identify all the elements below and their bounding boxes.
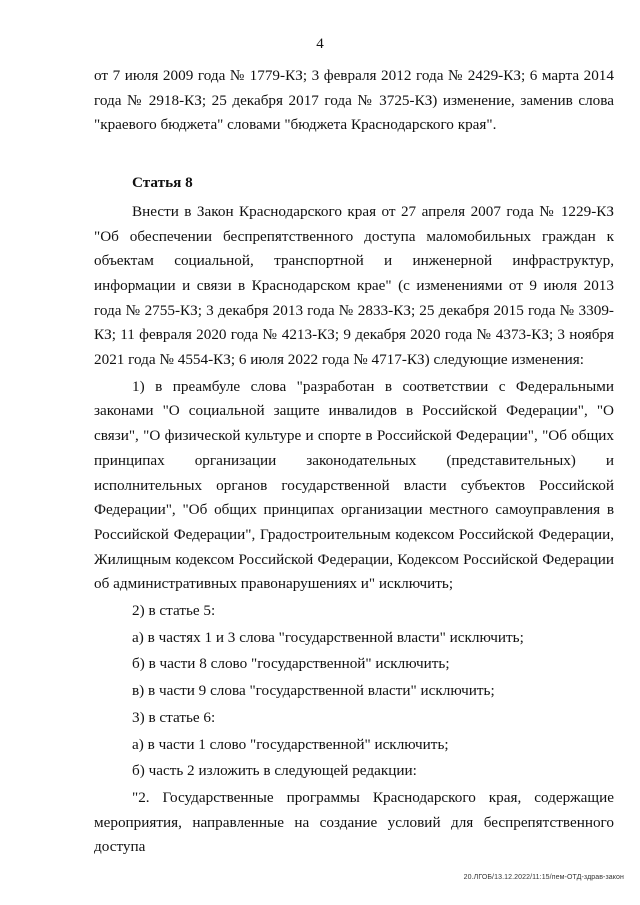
list-item: 2) в статье 5: — [132, 602, 216, 620]
continuation-paragraph: от 7 июля 2009 года № 1779-КЗ; 3 февраля 2012 года № 2429-КЗ; 6 марта 2014 года № 2918-КЗ; 25 декабря 2017 года № 3725-КЗ) изменение, заменив слова "краевого бюджета" словами "бюджета Краснодарского края". — [94, 67, 614, 134]
footer-document-code: 20.ЛГОБ/13.12.2022/11:15/пем-ОТД-здрав-закон — [463, 874, 624, 881]
list-item: 1) в преамбуле слова "разработан в соответствии с Федеральными законами "О социальной защите инвалидов в Российской Федерации", "О связи", "О физической культуре и спорте в Российской Федерации", "Об общих принципах организации законодательных (представительных) и исполнительных органов государственной власти субъектов Российской Федерации", "Об общих принципах организации местного самоуправления в Российской Федерации", Градостроительным кодексом Российской Федерации, Жилищным кодексом Российской Федерации, Кодексом Российской Федерации об административных правонарушениях и" исключить; — [94, 377, 614, 593]
list-item: б) в части 8 слово "государственной" исключить; — [132, 655, 450, 673]
page-number: 4 — [316, 36, 324, 52]
list-item: 3) в статье 6: — [132, 708, 216, 726]
list-item: "2. Государственные программы Краснодарского края, содержащие мероприятия, направленные на создание условий для беспрепятственного доступа — [94, 788, 614, 856]
list-item: а) в частях 1 и 3 слова "государственной власти" исключить; — [132, 628, 524, 646]
article-lead-paragraph: Внести в Закон Краснодарского края от 27 апреля 2007 года № 1229-КЗ "Об обеспечении беспрепятственного доступа маломобильных граждан к объектам социальной, транспортной и инженерной инфраструктур, информации и связи в Краснодарском крае" (с изменениями от 9 июля 2013 года № 2755-КЗ; 3 декабря 2013 года № 2833-КЗ; 25 декабря 2015 года № 3309-КЗ; 11 февраля 2020 года № 4213-КЗ; 9 декабря 2020 года № 4373-КЗ; 3 ноября 2021 года № 4554-КЗ; 6 июля 2022 года № 4717-КЗ) следующие изменения: — [94, 202, 614, 369]
list-item: в) в части 9 слова "государственной власти" исключить; — [132, 682, 495, 700]
list-item: б) часть 2 изложить в следующей редакции: — [132, 762, 417, 780]
article-heading: Статья 8 — [132, 174, 193, 192]
document-body — [94, 64, 614, 860]
list-item: а) в части 1 слово "государственной" исключить; — [132, 735, 449, 753]
